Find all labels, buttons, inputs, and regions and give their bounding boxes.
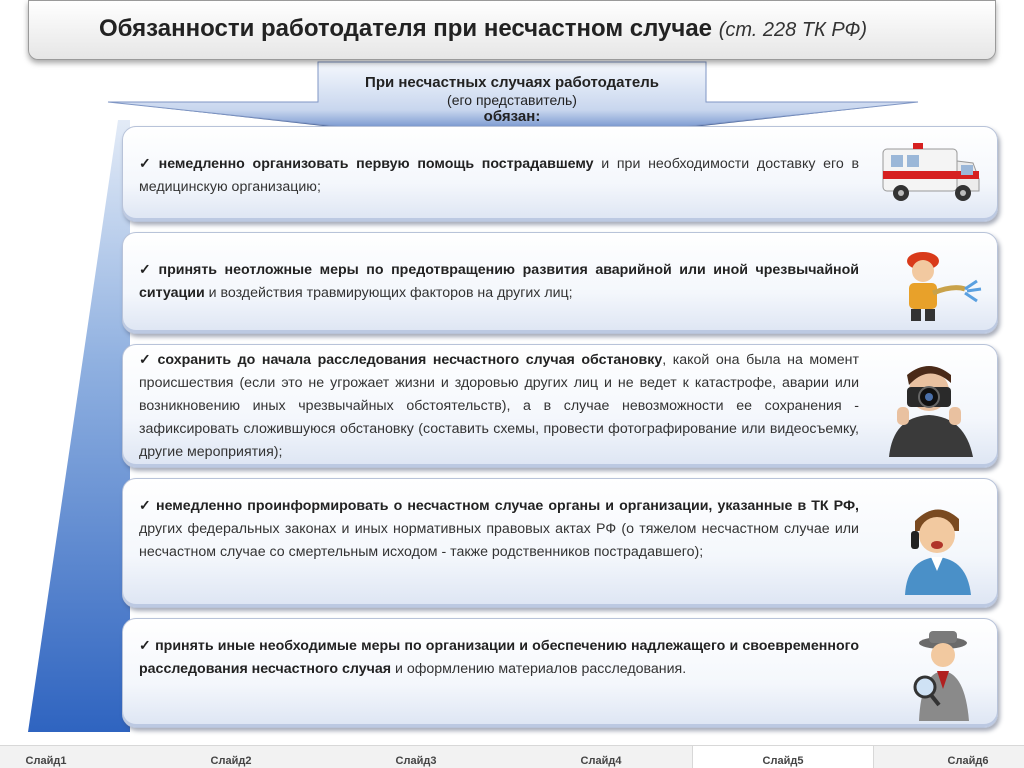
duty-card-2 <box>122 232 998 334</box>
header-line-3: обязан: <box>483 108 541 125</box>
photographer-icon <box>879 361 983 457</box>
duty-text-2 <box>139 259 859 305</box>
page-title <box>99 15 867 43</box>
duty-rest-1: и при необходимости доставку его в медицинскую организацию; <box>139 156 860 195</box>
duty-bold-1: немедленно организовать первую помощь пострадавшему <box>158 156 594 172</box>
duty-text-5 <box>139 635 859 681</box>
duty-bold-5: принять иные необходимые меры по организации и обеспечению надлежащего и своевременного расследования несчастного случая <box>139 638 859 677</box>
slide-tab-2[interactable]: Слайд2 <box>210 755 252 767</box>
slide-tab-6[interactable]: Слайд6 <box>947 755 989 767</box>
duty-card-3 <box>122 344 998 468</box>
phone-caller-icon <box>893 499 983 595</box>
title-reference: (ст. 228 ТК РФ) <box>718 19 868 41</box>
title-banner <box>28 0 996 60</box>
check-mark-icon: ✓ <box>139 156 155 172</box>
check-mark-icon: ✓ <box>139 638 152 654</box>
ambulance-icon <box>877 139 983 209</box>
check-mark-icon: ✓ <box>139 352 154 368</box>
duty-card-1 <box>122 126 998 222</box>
duty-bold-3: сохранить до начала расследования несчастного случая обстановку <box>157 352 663 368</box>
slide-tab-bar <box>0 745 1024 768</box>
check-mark-icon: ✓ <box>139 498 153 514</box>
header-line-1: При несчастных случаях работодатель <box>365 74 659 91</box>
slide-tab-3[interactable]: Слайд3 <box>395 755 437 767</box>
duty-rest-5: и оформлению материалов расследования. <box>391 661 687 677</box>
duty-text-1 <box>139 153 859 199</box>
header-line-2: (его представитель) <box>447 92 577 108</box>
duty-card-5 <box>122 618 998 728</box>
duty-text-4 <box>139 495 859 564</box>
duty-rest-3: , какой она была на момент происшествия (если это не угрожает жизни и здоровью других лиц и не ведет к катастрофе, аварии или возникновению иных чрезвычайных обстоятельств), а в случае невозможности ее сохранения - зафиксировать сложившуюся обстановку (составить схемы, провести фотографирование или видеосъемку, другие мероприятия); <box>139 352 860 460</box>
detective-icon <box>903 629 983 721</box>
title-main: Обязанности работодателя при несчастном случае <box>99 15 713 42</box>
firefighter-icon <box>893 245 983 325</box>
slide-tab-1[interactable]: Слайд1 <box>25 755 67 767</box>
duty-bold-2: принять неотложные меры по предотвращению развития аварийной или иной чрезвычайной ситуации <box>139 262 860 301</box>
check-mark-icon: ✓ <box>139 262 155 278</box>
duty-bold-4: немедленно проинформировать о несчастном случае органы и организации, указанные в ТК РФ, <box>156 498 859 514</box>
slide-tab-5[interactable]: Слайд5 <box>692 746 874 768</box>
duty-rest-4: других федеральных законах и иных нормативных правовых актах РФ (о тяжелом несчастном случае или несчастном случае со смертельным исходом - также родственников пострадавшего); <box>139 521 859 560</box>
duty-card-4 <box>122 478 998 608</box>
duty-text-3 <box>139 349 859 464</box>
duty-rest-2: и воздействия травмирующих факторов на других лиц; <box>204 285 573 301</box>
slide-tab-4[interactable]: Слайд4 <box>580 755 622 767</box>
